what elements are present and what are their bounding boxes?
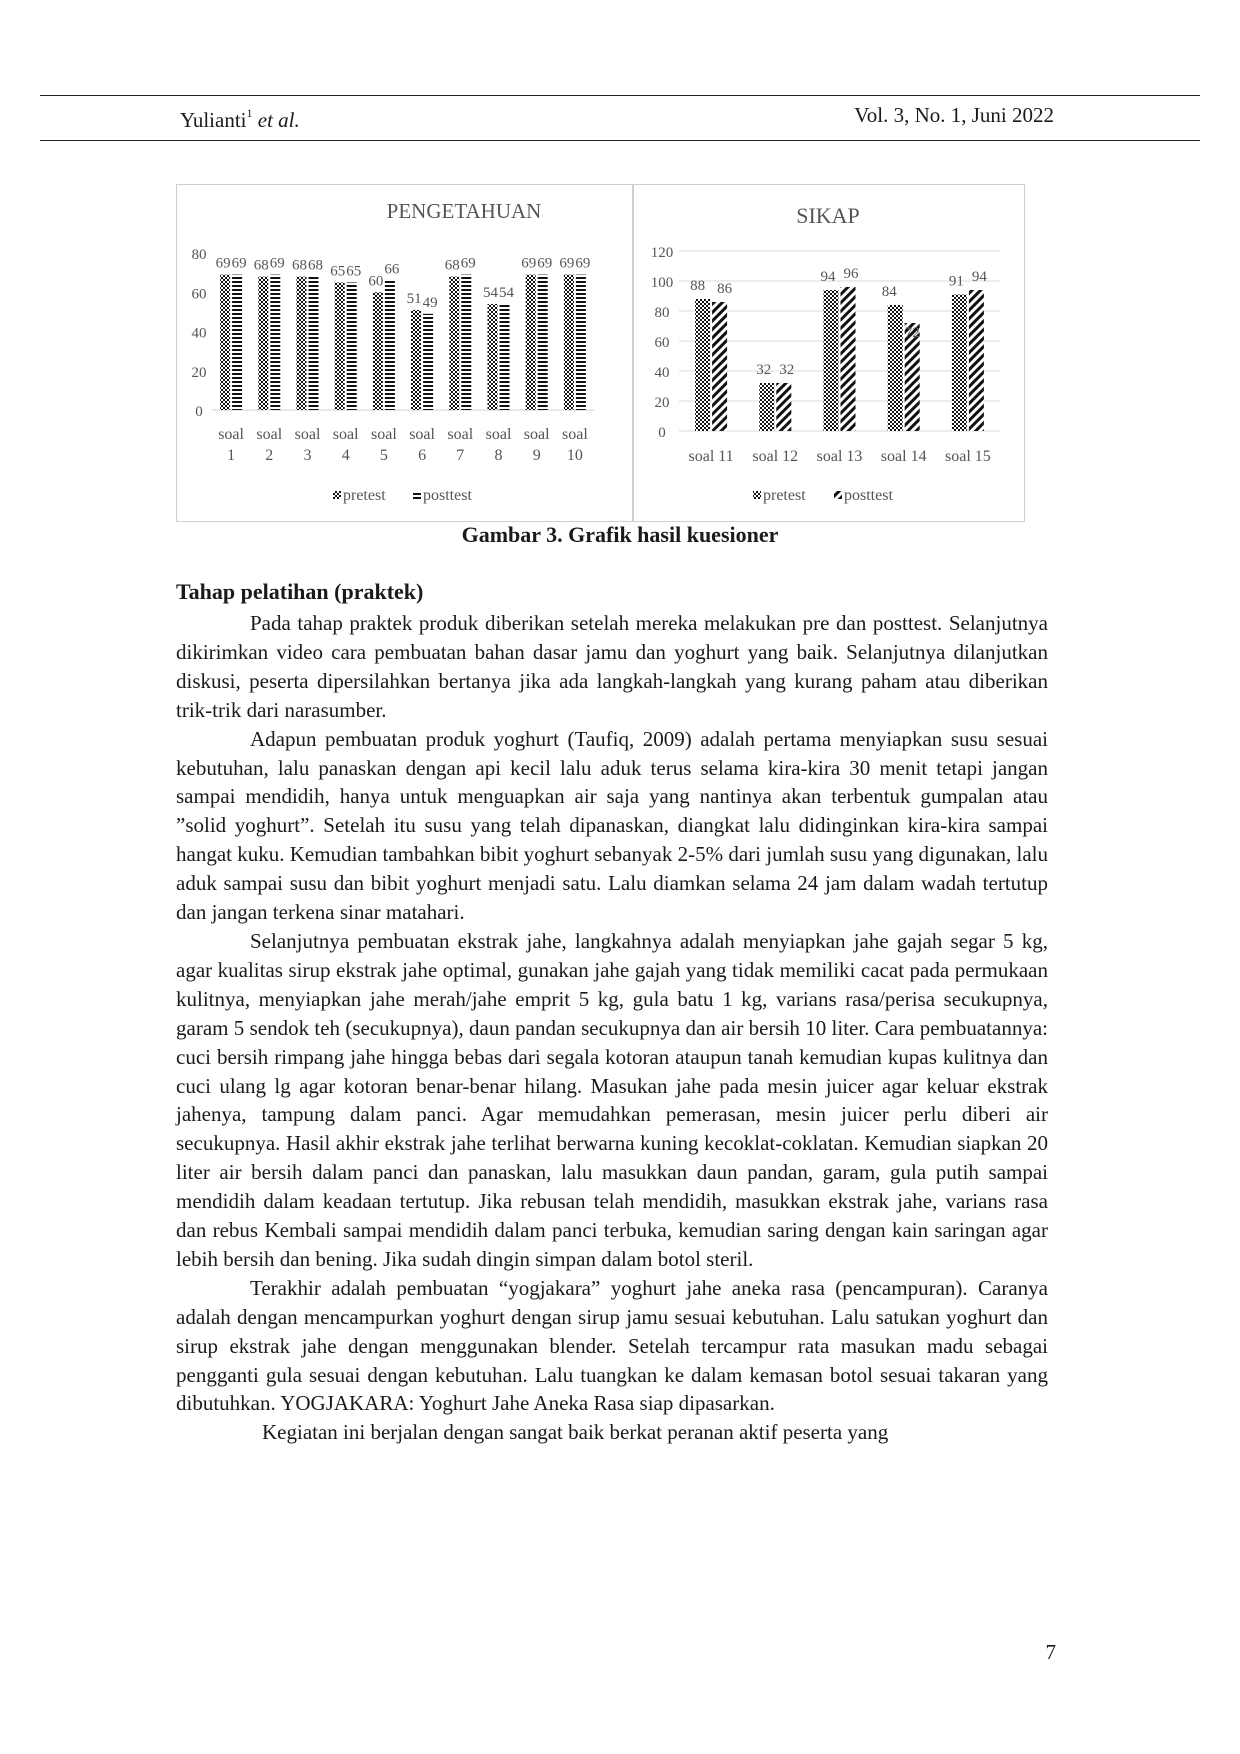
header-bottom-rule (40, 140, 1200, 141)
y-tick-label: 40 (654, 365, 670, 381)
x-tick-label: 9 (532, 447, 541, 464)
y-tick-label: 40 (191, 325, 207, 342)
bar-posttest (538, 275, 548, 410)
y-tick-label: 60 (654, 335, 670, 351)
chart-sikap (634, 185, 1024, 521)
data-label: 72 (904, 325, 920, 341)
y-tick-label: 100 (650, 275, 674, 291)
data-label: 94 (971, 269, 987, 285)
data-label: 66 (384, 261, 400, 278)
author-affiliation-mark: 1 (246, 106, 253, 120)
header-top-rule (40, 95, 1200, 96)
x-tick-label: soal (409, 426, 435, 443)
chart-title: PENGETAHUAN (386, 199, 542, 223)
bar-pretest (824, 290, 839, 431)
bar-pretest (335, 282, 345, 410)
x-tick-label: soal (485, 426, 512, 443)
bar-pretest (888, 305, 903, 431)
bar-posttest (712, 302, 727, 431)
y-tick-label: 0 (658, 425, 666, 441)
legend-label-pretest: pretest (343, 487, 386, 504)
bar-pretest (695, 299, 710, 431)
x-tick-label: soal 12 (752, 448, 799, 465)
y-tick-label: 20 (191, 364, 207, 381)
data-label: 69 (575, 255, 591, 272)
data-label: 94 (820, 269, 836, 285)
bar-posttest (576, 275, 586, 410)
bar-pretest (297, 277, 307, 410)
paragraph: Terakhir adalah pembuatan “yogjakara” yoghurt jahe aneka rasa (pencampuran). Caranya adalah dengan mencampurkan yoghurt dengan sirup jamu sesuai kebutuhan. Lalu satukan yoghurt dan sirup ekstrak jahe dengan menggunakan blender. Setelah tercampur rata masukan madu sebagai pengganti gula sesuai dengan kebutuhan. Lalu tuangkan ke dalam kemasan botol sesuai takaran yang dibutuhkan. YOGJAKARA: Yoghurt Jahe Aneka Rasa siap dipasarkan. (176, 1275, 1048, 1416)
bar-pretest (488, 304, 498, 410)
bar-pretest (411, 310, 421, 410)
data-label: 68 (444, 257, 460, 274)
x-tick-label: 1 (227, 447, 236, 464)
bar-posttest (385, 280, 395, 410)
data-label: 51 (406, 290, 422, 307)
data-label: 65 (330, 263, 346, 280)
bar-posttest (270, 275, 280, 410)
running-header-author (180, 103, 300, 132)
chart-title: SIKAP (796, 203, 860, 228)
bar-posttest (461, 275, 471, 410)
data-label: 69 (231, 255, 247, 272)
et-al: et al. (257, 108, 300, 132)
x-tick-label: 8 (494, 447, 503, 464)
legend-swatch-posttest (834, 491, 842, 499)
y-tick-label: 80 (654, 305, 670, 321)
x-tick-label: 10 (566, 447, 583, 464)
data-label: 88 (690, 278, 706, 294)
data-label: 68 (292, 257, 307, 274)
x-tick-label: soal (332, 426, 359, 443)
x-tick-label: soal (371, 426, 397, 443)
y-tick-label: 60 (191, 286, 207, 303)
data-label: 32 (779, 362, 795, 378)
x-tick-label: soal 13 (816, 448, 863, 465)
data-label: 91 (948, 273, 964, 290)
x-tick-label: 4 (341, 447, 350, 464)
data-label: 68 (308, 257, 323, 274)
bar-pretest (952, 295, 967, 432)
x-tick-label: 5 (379, 447, 388, 464)
running-header-volume: Vol. 3, No. 1, Juni 2022 (854, 103, 1054, 127)
bar-pretest (526, 275, 536, 410)
x-tick-label: 2 (265, 447, 274, 464)
y-tick-label: 120 (650, 245, 674, 261)
x-tick-label: soal (447, 426, 474, 443)
x-tick-label: 7 (456, 447, 465, 464)
y-tick-label: 20 (654, 395, 670, 411)
data-label: 69 (521, 255, 537, 272)
x-tick-label: soal (218, 426, 244, 443)
body-text (176, 609, 1048, 1447)
x-tick-label: soal (523, 426, 550, 443)
chart-pengetahuan (177, 185, 632, 521)
legend-label-pretest: pretest (763, 487, 806, 504)
paragraph: Selanjutnya pembuatan ekstrak jahe, langkahnya adalah menyiapkan jahe gajah segar 5 kg, agar kualitas sirup ekstrak jahe optimal, gunakan jahe gajah yang tidak memiliki cacat pada permukaan kulitnya, menyiapkan jahe merah/jahe emprit 5 kg, gula batu 1 kg, varians rasa/perisa secukupnya, garam 5 sendok teh (secukupnya), daun pandan secukupnya dan air bersih 10 liter. Cara pembuatannya: cuci bersih rimpang jahe hingga bebas dari segala kotoran ataupun tanah kemudian kupas kulitnya dan cuci ulang lg agar kotoran benar-benar hilang. Masukan jahe pada mesin juicer agar keluar ekstrak jahenya, tampung dalam panci. Agar memudahkan pemerasan, mesin juicer perlu diberi air secukupnya. Hasil akhir ekstrak jahe terlihat berwarna kuning kecoklat-coklatan. Kemudian siapkan 20 liter air bersih dalam panci dan panaskan, lalu masukkan daun pandan, garam, gula putih sampai mendidih dalam keadaan tertutup. Jika rebusan telah mendidih, masukkan ekstrak jahe, varians rasa dan rebus Kembali sampai mendidih dalam panci terbuka, kemudian saring dengan kain saringan agar lebih bersih dan bening. Jika sudah dingin simpan dalam botol steril. (176, 928, 1048, 1271)
legend (753, 487, 893, 504)
data-label: 96 (843, 266, 859, 282)
bar-posttest (969, 290, 984, 431)
legend-label-posttest: posttest (844, 487, 893, 504)
x-tick-label: 3 (303, 447, 312, 464)
x-tick-label: soal 11 (688, 448, 734, 465)
author-name: Yulianti (180, 108, 247, 132)
paragraph: Kegiatan ini berjalan dengan sangat baik berkat peranan aktif peserta yang (262, 1420, 889, 1445)
data-label: 60 (368, 273, 384, 290)
x-tick-label: soal (294, 426, 321, 443)
bar-posttest (776, 383, 791, 431)
chart-sikap-panel (633, 184, 1025, 522)
x-tick-label: 6 (418, 447, 427, 464)
x-tick-label: soal 15 (945, 448, 991, 465)
legend (333, 487, 472, 504)
bar-pretest (258, 277, 268, 410)
data-label: 49 (422, 294, 438, 311)
bar-posttest (500, 304, 510, 410)
paragraph: Pada tahap praktek produk diberikan setelah mereka melakukan pre dan posttest. Selanjutnya dikirimkan video cara pembuatan bahan dasar jamu dan yoghurt yang baik. Selanjutnya dilanjutkan diskusi, peserta dipersilahkan bertanya jika ada langkah-langkah yang kurang paham atau diberikan trik-trik dari narasumber. (176, 611, 1048, 722)
data-label: 69 (269, 255, 285, 272)
bar-posttest (347, 282, 357, 410)
data-label: 68 (253, 257, 269, 274)
legend-swatch-posttest (413, 491, 421, 499)
data-label: 84 (881, 284, 897, 300)
bar-posttest (423, 314, 433, 410)
page-number: 7 (1045, 1640, 1056, 1664)
data-label: 65 (346, 263, 362, 280)
bar-posttest (232, 275, 242, 410)
figure-caption: Gambar 3. Grafik hasil kuesioner (461, 522, 779, 547)
bar-pretest (759, 383, 774, 431)
chart-pengetahuan-panel (176, 184, 633, 522)
bar-posttest (841, 287, 856, 431)
data-label: 32 (756, 362, 772, 378)
bar-pretest (373, 292, 383, 410)
data-label: 86 (717, 281, 733, 297)
section-heading: Tahap pelatihan (praktek) (176, 579, 424, 604)
legend-swatch-pretest (753, 491, 761, 499)
x-tick-label: soal 14 (880, 448, 927, 465)
y-tick-label: 0 (195, 404, 203, 420)
bar-pretest (449, 277, 459, 410)
legend-swatch-pretest (333, 491, 341, 499)
legend-label-posttest: posttest (423, 487, 472, 504)
y-tick-label: 80 (191, 247, 207, 263)
bar-posttest (309, 277, 319, 410)
x-tick-label: soal (562, 426, 588, 443)
data-label: 54 (483, 285, 498, 302)
bar-pretest (564, 275, 574, 410)
data-label: 69 (537, 255, 553, 272)
data-label: 54 (499, 285, 514, 302)
paragraph: Adapun pembuatan produk yoghurt (Taufiq, 2009) adalah pertama menyiapkan susu sesuai kebutuhan, lalu panaskan dengan api kecil lalu aduk terus selama kira-kira 30 menit tetapi jangan sampai mendidih, hanya untuk menguapkan air saja yang nantinya akan terbentuk gumpalan atau ”solid yoghurt”. Setelah itu susu yang telah dipanaskan, diangkat lalu didinginkan kira-kira sampai hangat kuku. Kemudian tambahkan bibit yoghurt sebanyak 2-5% dari jumlah susu yang digunakan, lalu aduk sampai susu dan bibit yoghurt menjadi satu. Lalu diamkan selama 24 jam dalam wadah tertutup dan jangan terkena sinar matahari. (176, 726, 1048, 925)
data-label: 69 (215, 255, 231, 272)
x-tick-label: soal (256, 426, 283, 443)
data-label: 69 (460, 255, 476, 272)
data-label: 69 (559, 255, 575, 272)
bar-pretest (220, 275, 230, 410)
